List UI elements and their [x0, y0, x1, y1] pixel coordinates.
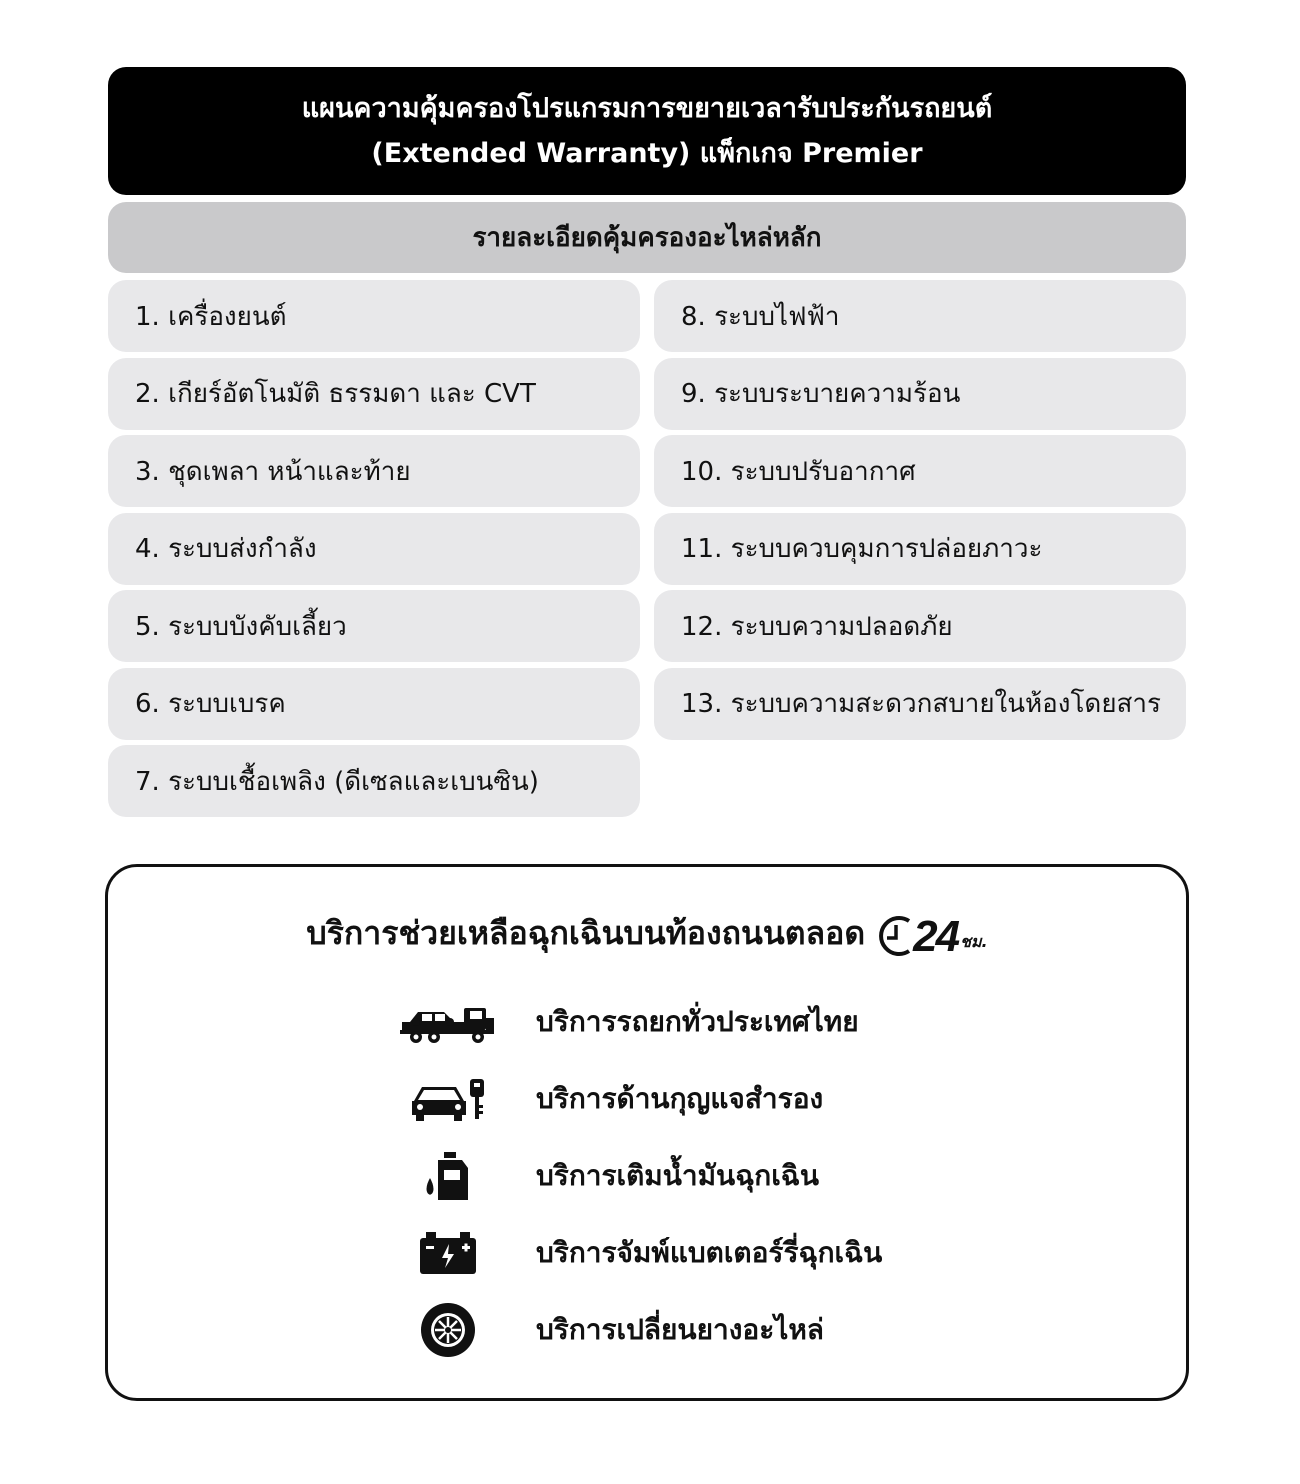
- part-label: 13. ระบบความสะดวกสบายในห้องโดยสาร: [681, 689, 1161, 719]
- tire-icon: [398, 1300, 498, 1360]
- service-item: [398, 1146, 819, 1206]
- part-label: 7. ระบบเชื้อเพลิง (ดีเซลและเบนซิน): [135, 766, 539, 797]
- parts-column-right: [654, 280, 1186, 745]
- part-item: [108, 590, 640, 662]
- service-item: [398, 992, 859, 1052]
- tow-truck-icon: [398, 992, 498, 1052]
- part-label: 9. ระบบระบายความร้อน: [681, 379, 961, 409]
- roadside-services-box: [105, 864, 1189, 1401]
- part-item: [108, 668, 640, 740]
- service-label: บริการรถยกทั่วประเทศไทย: [536, 1005, 859, 1038]
- 24-hour-badge: [879, 907, 987, 959]
- part-label: 1. เครื่องยนต์: [135, 301, 287, 332]
- badge-number: 24: [913, 912, 959, 961]
- service-item: [398, 1300, 824, 1360]
- part-item: [108, 435, 640, 507]
- title-line-2: (Extended Warranty) แพ็กเกจ Premier: [371, 138, 923, 169]
- services-heading-text: บริการช่วยเหลือฉุกเฉินบนท้องถนนตลอด: [306, 913, 866, 952]
- parts-column-left: [108, 280, 640, 823]
- part-label: 5. ระบบบังคับเลี้ยว: [135, 611, 347, 642]
- service-label: บริการด้านกุญแจสำรอง: [536, 1082, 824, 1115]
- service-label: บริการจัมพ์แบตเตอร์รี่ฉุกเฉิน: [536, 1236, 883, 1269]
- clock-icon: [879, 913, 913, 959]
- badge-unit: ชม.: [960, 932, 988, 951]
- part-item: [108, 358, 640, 430]
- service-label: บริการเติมน้ำมันฉุกเฉิน: [536, 1159, 820, 1192]
- part-item: [654, 435, 1186, 507]
- part-label: 2. เกียร์อัตโนมัติ ธรรมดา และ CVT: [135, 379, 536, 409]
- title-line-1: แผนความคุ้มครองโปรแกรมการขยายเวลารับประกันรถยนต์: [301, 93, 993, 124]
- services-heading: [108, 907, 1186, 959]
- part-item: [108, 745, 640, 817]
- service-label: บริการเปลี่ยนยางอะไหล่: [536, 1313, 824, 1346]
- part-label: 3. ชุดเพลา หน้าและท้าย: [135, 456, 411, 487]
- part-item: [654, 513, 1186, 585]
- part-item: [654, 280, 1186, 352]
- battery-icon: [398, 1223, 498, 1283]
- part-label: 4. ระบบส่งกำลัง: [135, 534, 317, 564]
- part-label: 11. ระบบควบคุมการปล่อยภาวะ: [681, 534, 1043, 564]
- part-label: 8. ระบบไฟฟ้า: [681, 301, 840, 332]
- service-item: [398, 1223, 882, 1283]
- part-item: [654, 590, 1186, 662]
- part-label: 12. ระบบความปลอดภัย: [681, 611, 953, 642]
- part-label: 6. ระบบเบรค: [135, 689, 286, 719]
- part-item: [654, 358, 1186, 430]
- part-item: [654, 668, 1186, 740]
- car-key-icon: [398, 1069, 498, 1129]
- fuel-can-icon: [398, 1146, 498, 1206]
- service-item: [398, 1069, 823, 1129]
- part-item: [108, 513, 640, 585]
- part-item: [108, 280, 640, 352]
- part-label: 10. ระบบปรับอากาศ: [681, 456, 916, 487]
- parts-heading: [108, 202, 1186, 273]
- title-banner: [108, 67, 1186, 195]
- parts-heading-text: รายละเอียดคุ้มครองอะไหล่หลัก: [472, 223, 822, 253]
